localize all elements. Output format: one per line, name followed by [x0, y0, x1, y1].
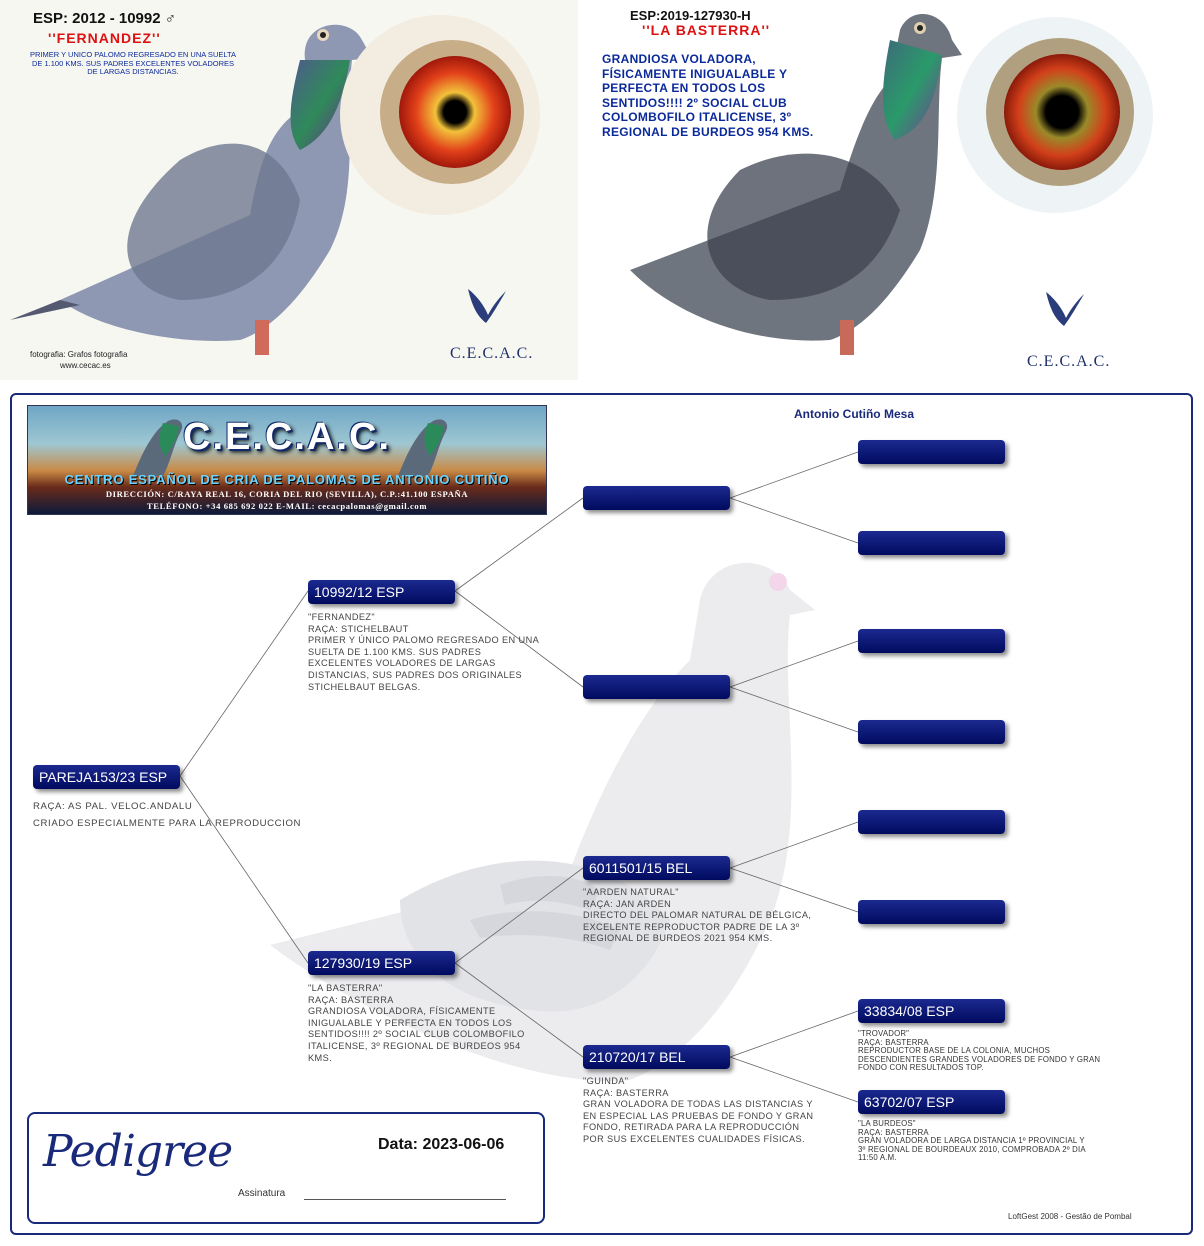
ggd-note: GRAN VOLADORA DE LARGA DISTANCIA 1º PROVINCIAL Y	[858, 1136, 1085, 1146]
dam-sire-note: DIRECTO DEL PALOMAR NATURAL DE BÉLGICA,	[583, 910, 812, 921]
dam-dam-breed: RAÇA: BASTERRA	[583, 1087, 669, 1098]
dam-dam-name: "GUINDA"	[583, 1076, 629, 1086]
pedigree-logo: Pedigree	[43, 1126, 233, 1177]
great-grandparent-box[interactable]	[858, 440, 1005, 464]
sire-name: "FERNANDEZ"	[308, 612, 376, 622]
subject-ring-box[interactable]: PAREJA153/23 ESP	[33, 765, 180, 789]
photo-pigeon-name: ''LA BASTERRA''	[642, 22, 771, 38]
ggs-breed: RAÇA: BASTERRA	[858, 1037, 929, 1047]
dam-sire-note: EXCELENTE REPRODUCTOR PADRE DE LA 3º	[583, 921, 800, 932]
ggd-info	[858, 1120, 1086, 1163]
sire-note: STICHELBAUT BELGAS.	[308, 681, 421, 692]
photo-credit-url: www.cecac.es	[60, 361, 111, 370]
photo-description: PRIMER Y UNICO PALOMO REGRESADO EN UNA SUELTA DE 1.100 KMS. SUS PADRES EXCELENTES VOLADORES DE LARGAS DISTANCIAS.	[29, 50, 236, 76]
ggd-name: "LA BURDEOS"	[858, 1119, 916, 1128]
sire-dam-box[interactable]	[583, 675, 730, 699]
great-grandparent-box[interactable]	[858, 629, 1005, 653]
great-grandparent-box[interactable]	[858, 531, 1005, 555]
ggd-breed: RAÇA: BASTERRA	[858, 1127, 929, 1137]
ggd-note: 11:50 A.M.	[858, 1153, 897, 1163]
ggs-note: FONDO CON RESULTADOS TOP.	[858, 1063, 984, 1073]
dam-info	[308, 983, 525, 1064]
photo-credit: fotografia: Grafos fotografia	[30, 350, 128, 359]
photo-description: GRANDIOSA VOLADORA, FÍSICAMENTE INIGUALABLE Y PERFECTA EN TODOS LOS SENTIDOS!!!! 2º SOCIAL CLUB COLOMBOFILO ITALICENSE, 3º REGIONAL DE BURDEOS 954 KMS.	[602, 52, 814, 139]
ggs-name: "TROVADOR"	[858, 1029, 910, 1038]
dam-sire-info	[583, 887, 811, 945]
sire-note: DISTANCIAS, SUS PADRES DOS ORIGINALES	[308, 669, 523, 680]
dam-dam-info	[583, 1076, 813, 1146]
dam-dam-ring-box[interactable]: 210720/17 BEL	[583, 1045, 730, 1069]
great-grandparent-box[interactable]	[858, 900, 1005, 924]
dam-ring-box[interactable]: 127930/19 ESP	[308, 951, 455, 975]
dam-note: INIGUALABLE Y PERFECTA EN TODOS LOS	[308, 1017, 513, 1028]
cecac-logo-text: C.E.C.A.C.	[1027, 353, 1111, 370]
ggs-note: DESCENDIENTES GRANDES VOLADORES DE FONDO Y GRAN	[858, 1054, 1101, 1064]
sire-info	[308, 612, 539, 693]
photo-ring-number: ESP:2019-127930-H	[630, 8, 751, 23]
sire-note: PRIMER Y ÚNICO PALOMO REGRESADO EN UNA	[308, 635, 540, 646]
sire-breed: RAÇA: STICHELBAUT	[308, 623, 409, 634]
photo-pigeon-name: ''FERNANDEZ''	[48, 30, 161, 46]
dam-sire-breed: RAÇA: JAN ARDEN	[583, 898, 672, 909]
ggd-note: 3º REGIONAL DE BOURDEAUX 2010, COMPROBADA 2º DIA	[858, 1144, 1086, 1154]
software-footer: LoftGest 2008 - Gestão de Pombal	[1008, 1212, 1132, 1221]
signature-line[interactable]	[304, 1199, 506, 1200]
dam-sire-note: REGIONAL DE BURDEOS 2021 954 KMS.	[583, 933, 773, 944]
cecac-banner	[27, 405, 547, 515]
ggd-ring-box[interactable]: 63702/07 ESP	[858, 1090, 1005, 1114]
ggs-ring-box[interactable]: 33834/08 ESP	[858, 999, 1005, 1023]
dam-dam-note: POR SUS EXCELENTES CUALIDADES FÍSICAS.	[583, 1133, 805, 1144]
banner-contact: TELÉFONO: +34 685 692 022 E-MAIL: cecacpalomas@gmail.com	[146, 501, 428, 511]
dam-dam-note: GRAN VOLADORA DE TODAS LAS DISTANCIAS Y	[583, 1099, 813, 1110]
ggs-info	[858, 1030, 1100, 1073]
great-grandparent-box[interactable]	[858, 810, 1005, 834]
subject-note: CRIADO ESPECIALMENTE PARA LA REPRODUCCION	[33, 818, 302, 829]
banner-subtitle: CENTRO ESPAÑOL DE CRIA DE PALOMAS DE ANTONIO CUTIÑO	[64, 472, 510, 487]
sire-note: EXCELENTES VOLADORES DE LARGAS	[308, 658, 496, 669]
sire-sire-box[interactable]	[583, 486, 730, 510]
banner-address: DIRECCIÓN: C/RAYA REAL 16, CORIA DEL RIO (SEVILLA), C.P.:41.100 ESPAÑA	[105, 489, 469, 499]
sire-note: SUELTA DE 1.100 KMS. SUS PADRES	[308, 646, 482, 657]
dam-note: ITALICENSE, 3º REGIONAL DE BURDEOS 954	[308, 1040, 521, 1051]
signature-label: Assinatura	[238, 1188, 286, 1199]
ggs-note: REPRODUCTOR BASE DE LA COLONIA, MUCHOS	[858, 1046, 1051, 1056]
dam-dam-note: EN ESPECIAL LAS PRUEBAS DE FONDO Y GRAN	[583, 1110, 814, 1121]
dam-note: SENTIDOS!!!! 2º SOCIAL CLUB COLOMBOFILO	[308, 1029, 525, 1040]
subject-breed: RAÇA: AS PAL. VELOC.ANDALU	[33, 801, 193, 812]
subject-info	[33, 798, 301, 832]
dam-note: GRANDIOSA VOLADORA, FÍSICAMENTE	[308, 1006, 496, 1017]
dam-breed: RAÇA: BASTERRA	[308, 994, 394, 1005]
photo-ring-number: ESP: 2012 - 10992 ♂	[33, 10, 177, 27]
dam-sire-ring-box[interactable]: 6011501/15 BEL	[583, 856, 730, 880]
great-grandparent-box[interactable]	[858, 720, 1005, 744]
dam-name: "LA BASTERRA"	[308, 983, 383, 993]
banner-title: C.E.C.A.C.	[183, 416, 391, 458]
sire-ring-box[interactable]: 10992/12 ESP	[308, 580, 455, 604]
cecac-logo-text: C.E.C.A.C.	[450, 345, 534, 362]
dam-sire-name: "AARDEN NATURAL"	[583, 887, 679, 897]
pedigree-date: Data: 2023-06-06	[378, 1136, 505, 1153]
dam-note: KMS.	[308, 1052, 333, 1063]
dam-dam-note: FONDO, RETIRADA PARA LA REPRODUCCIÓN	[583, 1122, 800, 1133]
signature-box	[27, 1112, 545, 1224]
owner-name: Antonio Cutiño Mesa	[794, 407, 914, 421]
